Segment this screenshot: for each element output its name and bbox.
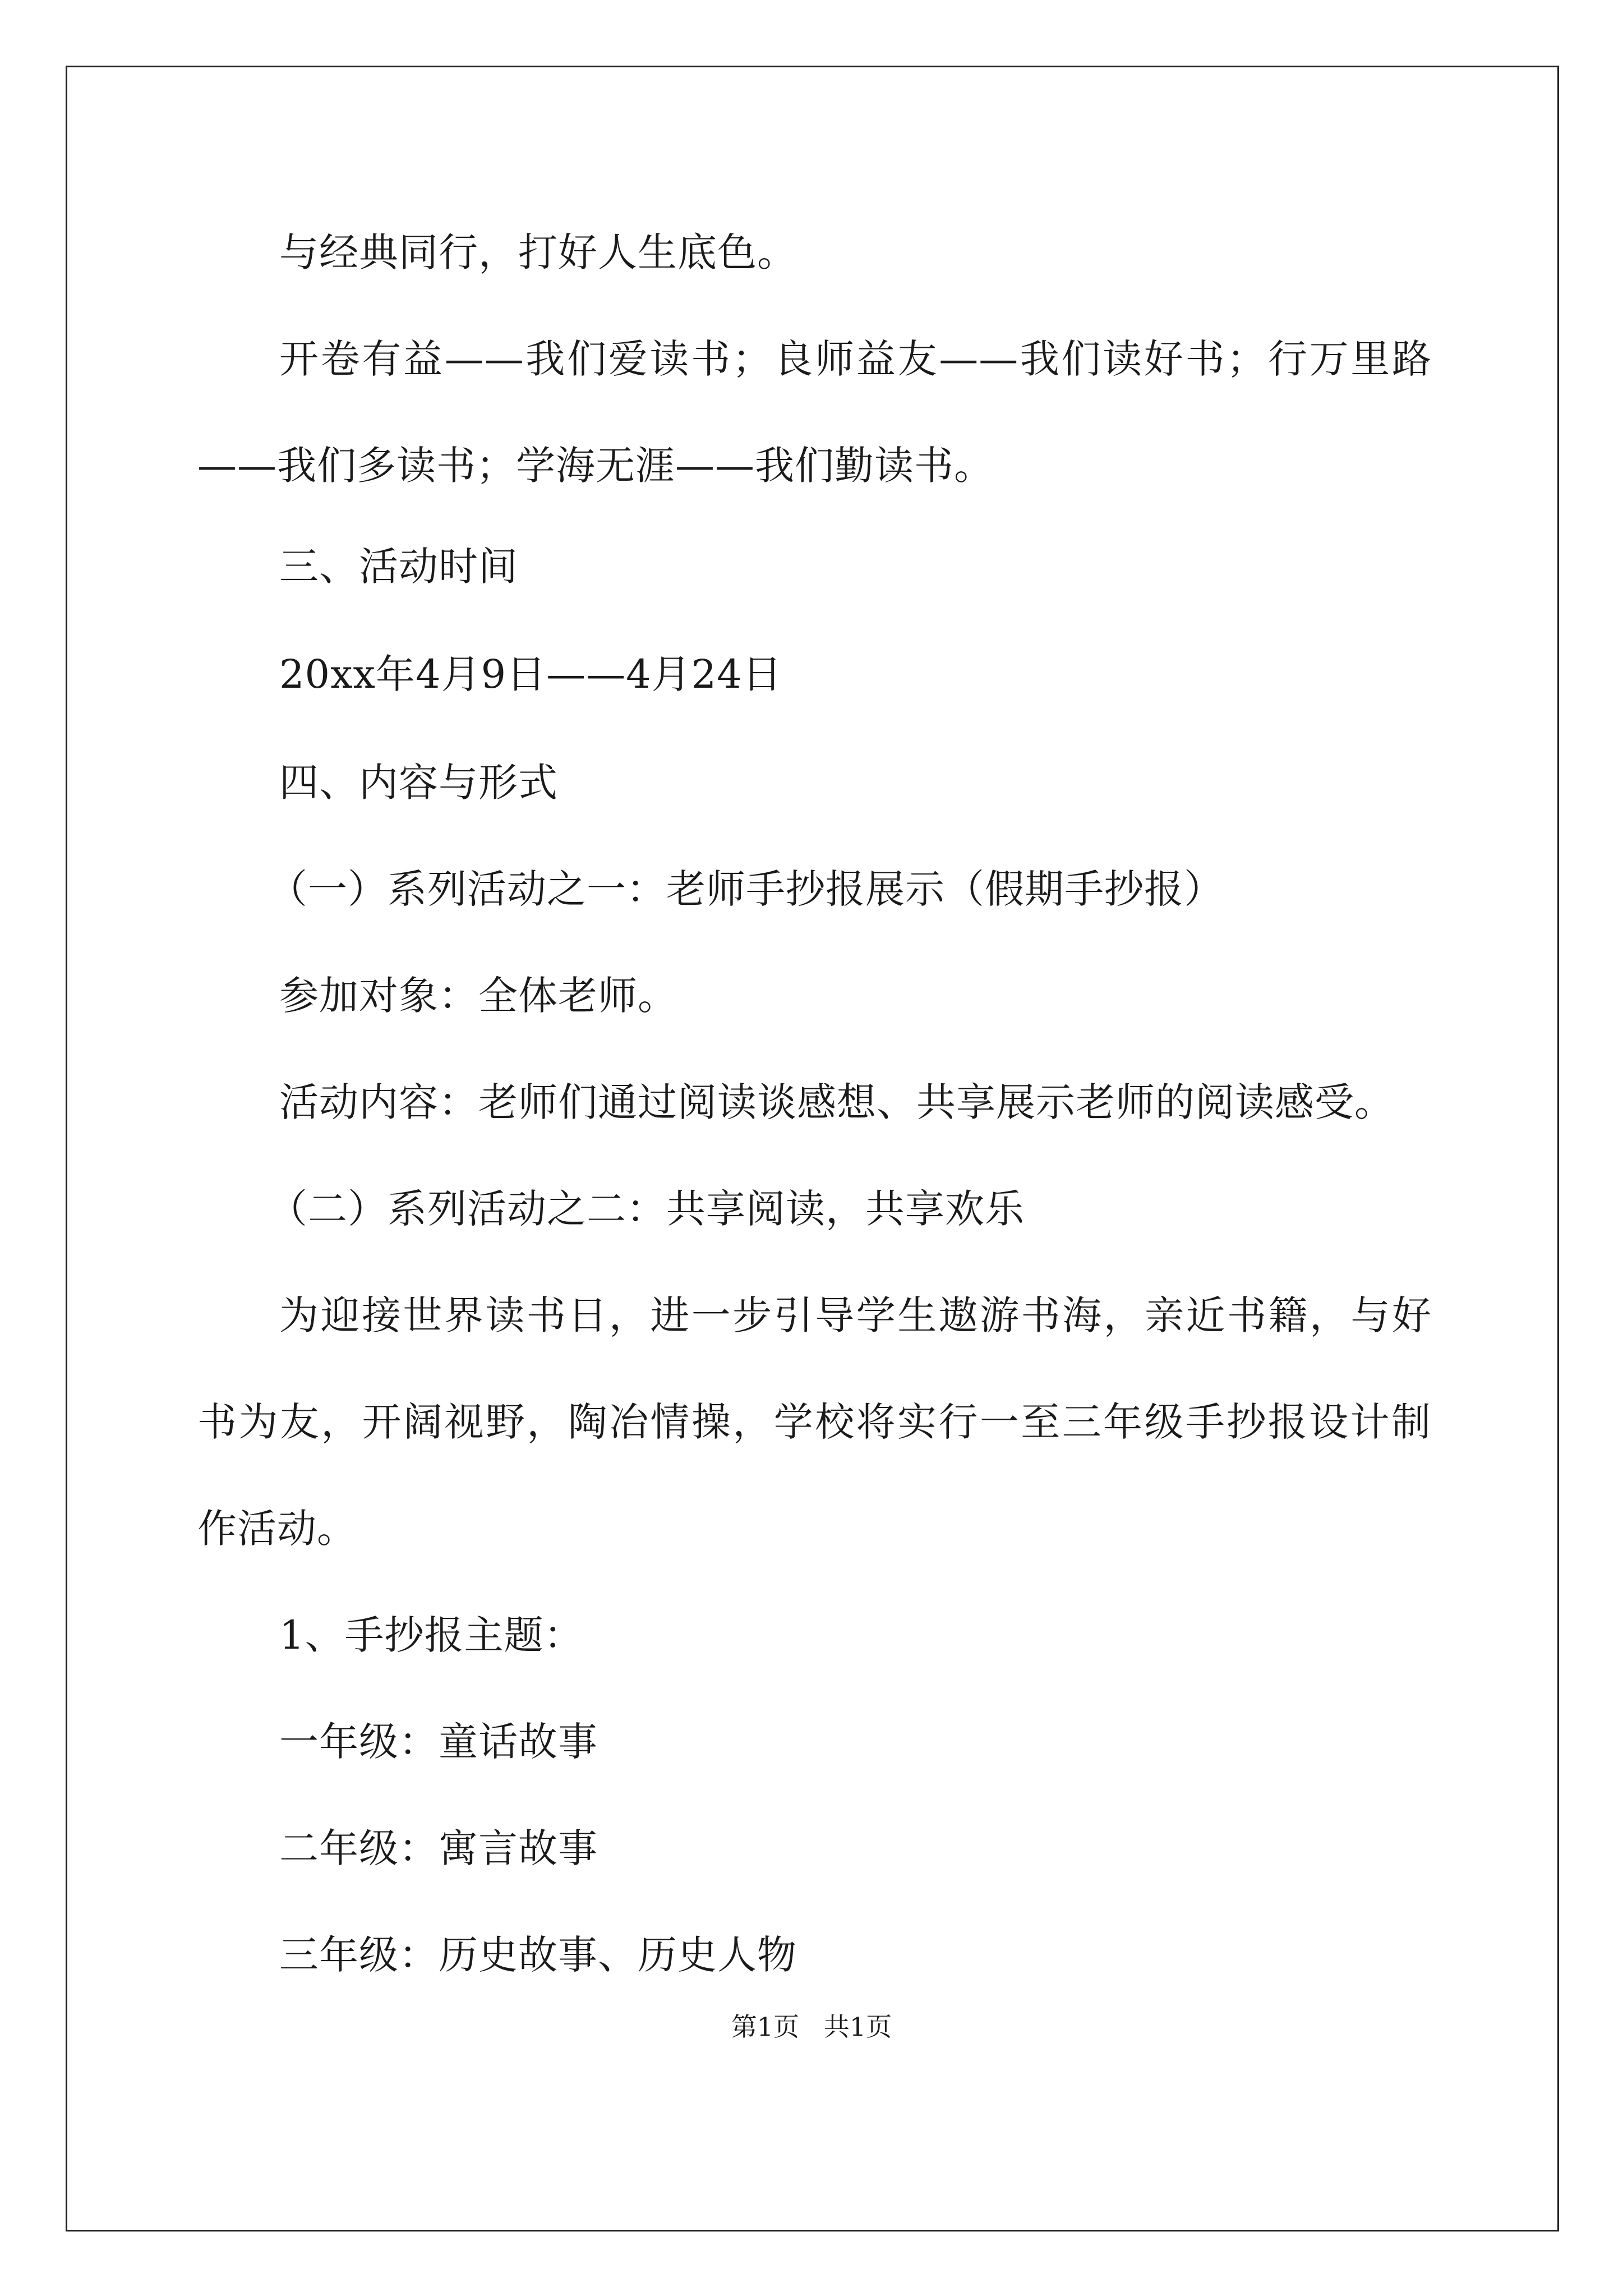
paragraph-world-book-day-line-2: 书为友，开阔视野，陶冶情操，学校将实行一至三年级手抄报设计制 xyxy=(197,1399,1431,1445)
page-border xyxy=(66,66,1559,2231)
paragraph-slogans-line-1: 开卷有益——我们爱读书；良师益友——我们读好书；行万里路 xyxy=(279,336,1432,382)
heading-activity-one: （一）系列活动之一：老师手抄报展示（假期手抄报） xyxy=(268,866,1224,912)
list-item-grade-three: 三年级：历史故事、历史人物 xyxy=(279,1932,797,1978)
paragraph-slogans-line-2: ——我们多读书；学海无涯——我们勤读书。 xyxy=(197,443,994,489)
paragraph-world-book-day-line-1: 为迎接世界读书日，进一步引导学生遨游书海，亲近书籍，与好 xyxy=(279,1292,1432,1338)
heading-content-and-form: 四、内容与形式 xyxy=(279,760,558,806)
list-item-grade-two: 二年级：寓言故事 xyxy=(279,1825,598,1871)
heading-activity-two: （二）系列活动之二：共享阅读，共享欢乐 xyxy=(268,1186,1025,1232)
paragraph-world-book-day-line-3: 作活动。 xyxy=(197,1506,357,1552)
paragraph-activity-dates: 20xx年4月9日——4月24日 xyxy=(279,651,782,697)
paragraph-motto: 与经典同行，打好人生底色。 xyxy=(279,229,797,275)
heading-poster-theme: 1、手抄报主题： xyxy=(279,1612,584,1658)
paragraph-participants: 参加对象：全体老师。 xyxy=(279,973,677,1019)
heading-activity-time: 三、活动时间 xyxy=(279,544,518,590)
page-footer: 第1页 共1页 xyxy=(731,2012,892,2042)
list-item-grade-one: 一年级：童话故事 xyxy=(279,1719,598,1765)
paragraph-activity-content: 活动内容：老师们通过阅读谈感想、共享展示老师的阅读感受。 xyxy=(279,1079,1394,1125)
